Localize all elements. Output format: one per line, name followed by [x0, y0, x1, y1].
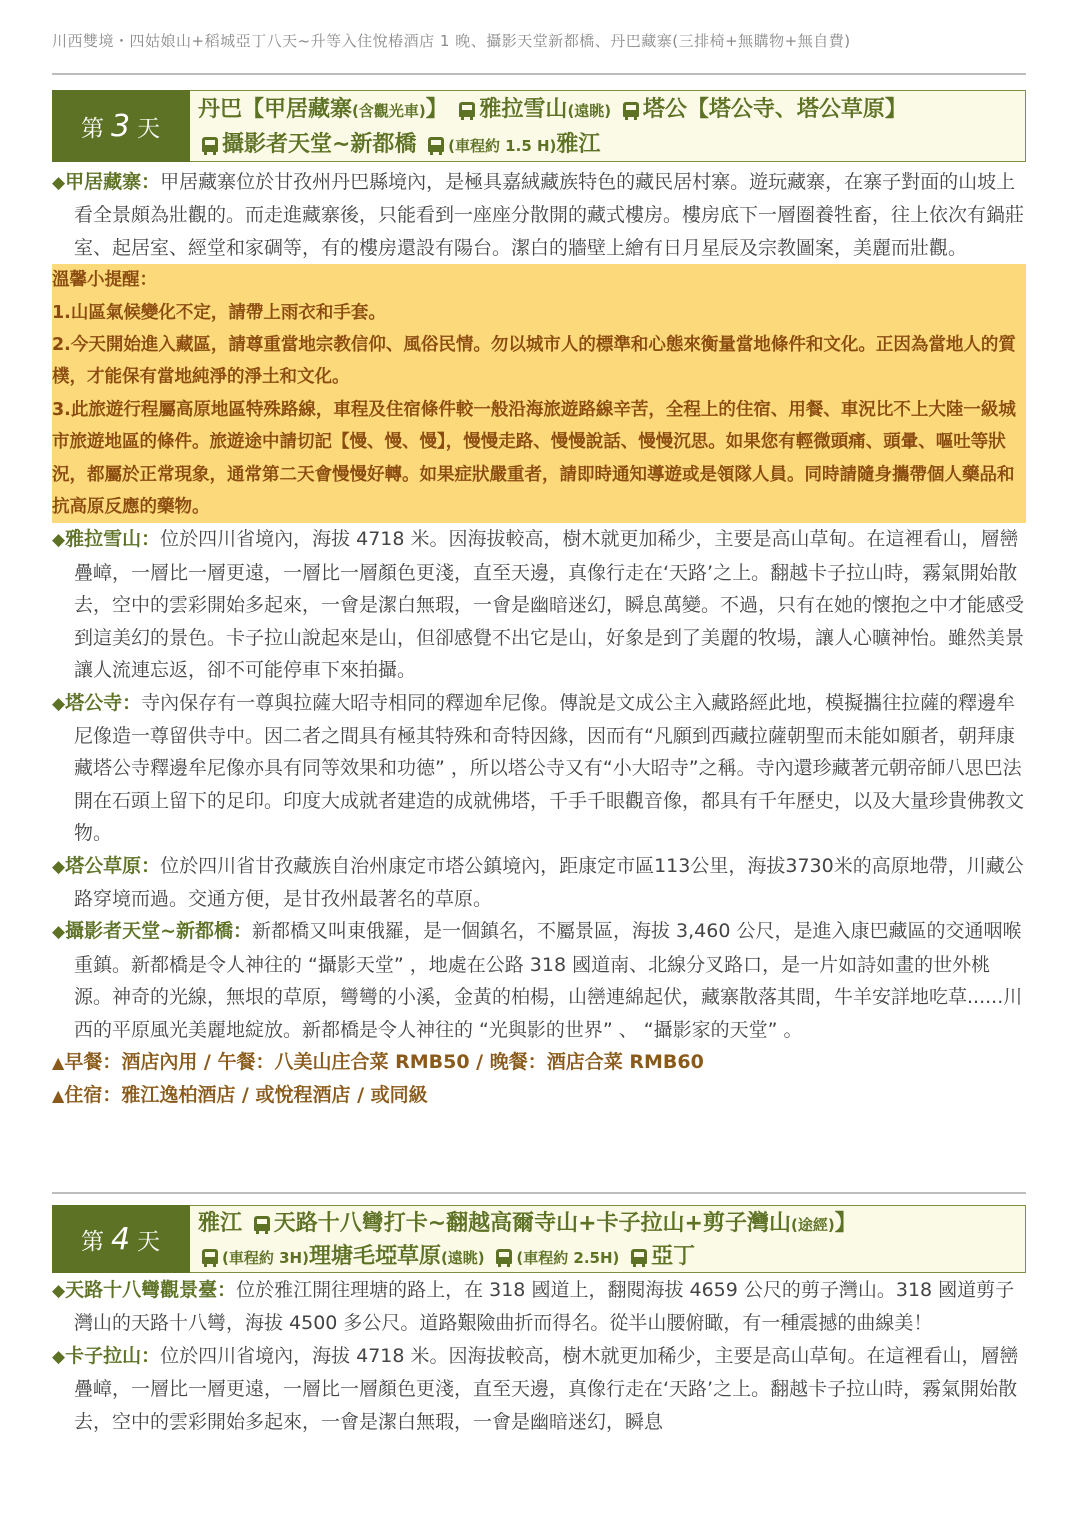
day3-content	[52, 166, 1026, 1113]
bus-icon	[202, 137, 218, 152]
bus-icon	[496, 1249, 512, 1264]
tip-1: 1.山區氣候變化不定，請帶上雨衣和手套。	[52, 297, 1026, 329]
day4-t2-part1-small2: (遠眺)	[440, 1249, 485, 1267]
day4-number: 4	[110, 1221, 132, 1257]
day4-title-box	[52, 1205, 1026, 1273]
section-text: 位於四川省甘孜藏族自治州康定市塔公鎮境內，距康定市區113公里，海拔3730米的高原地帶，川藏公路穿境而過。交通方便，是甘孜州最著名的草原。	[74, 854, 1024, 910]
diamond-bullet-icon: ◆	[52, 1281, 66, 1301]
section-label: 甲居藏寨：	[65, 171, 161, 193]
day4-t2-part1: 理塘毛埡草原	[308, 1244, 441, 1269]
day4-content	[52, 1274, 1026, 1438]
day3-t1-part1: 丹巴【甲居藏寨	[198, 97, 353, 122]
diamond-bullet-icon: ◆	[52, 530, 66, 551]
day3-label	[52, 90, 190, 162]
tips-block	[52, 264, 1026, 523]
tips-title: 溫馨小提醒：	[52, 264, 1026, 296]
day3-t1-part2-small: (遠眺)	[567, 102, 612, 120]
section-text: 甲居藏寨位於甘孜州丹巴縣境內，是極具嘉絨藏族特色的藏民居村寨。遊玩藏寨，在寨子對面的山坡上看全景頗為壯觀的。而走進藏寨後，只能看到一座座分散開的藏式樓房。樓房底下一層圈養牲畜，往上依次有鍋莊室、起居室、經堂和家碉等，有的樓房還設有陽台。潔白的牆壁上繪有日月星辰及宗教圖案，美麗而壯觀。	[74, 171, 1025, 259]
triangle-bullet-icon: ▲	[52, 1086, 65, 1106]
day3-t1-part1-small: (含觀光車)	[352, 102, 426, 120]
bus-icon	[428, 137, 444, 152]
section-text: 位於四川省境內，海拔 4718 米。因海拔較高，樹木就更加稀少，主要是高山草甸。在這裡看山，層巒疊嶂，一層比一層更遠，一層比一層顏色更淺，直至天邊，真像行走在‘天路’之上。翻越卡子拉山時，霧氣開始散去，空中的雲彩開始多起來，一會是潔白無瑕，一會是幽暗迷幻，瞬息	[74, 1344, 1019, 1433]
section-text: 新都橋又叫東俄羅，是一個鎮名，不屬景區，海拔 3,460 公尺，是進入康巴藏區的交通咽喉重鎮。新都橋是令人神往的 “攝影天堂” ，地處在公路 318 國道南、北線分叉路口，是一片如詩如畫的世外桃源。神奇的光線，無垠的草原，彎彎的小溪，金黃的柏楊，山巒連綿起伏，藏寨散落其間，牛羊安詳地吃草......川西的平原風光美麗地綻放。新都橋是令人神往的 “光與影的世界” 、 “攝影家的天堂” 。	[74, 920, 1023, 1041]
bus-icon	[631, 1249, 647, 1264]
day3-t1-part3: 塔公【塔公寺、塔公草原】	[642, 97, 907, 122]
section-kazila	[52, 1340, 1026, 1438]
day4-t1-part1: 雅江	[198, 1211, 243, 1236]
day3-t1-part1-end: 】	[425, 97, 448, 122]
day3-meals	[52, 1046, 1026, 1079]
section-yala	[52, 523, 1026, 686]
day4-t2-part1-small: (車程約 3H)	[222, 1249, 309, 1267]
diamond-bullet-icon: ◆	[52, 173, 66, 193]
day4-prefix: 第	[80, 1228, 105, 1255]
section-text: 寺內保存有一尊與拉薩大昭寺相同的釋迦牟尼像。傳說是文成公主入藏路經此地，模擬攜往拉薩的釋邊牟尼像造一尊留供寺中。因二者之間具有極其特殊和奇特因緣，因而有“凡願到西藏拉薩朝聖而未能如願者，朝拜康藏塔公寺釋邊牟尼像亦具有同等效果和功德” ，所以塔公寺又有“小大昭寺”之稱。寺內還珍藏著元朝帝師八思巴法開在石頭上留下的足印。印度大成就者建造的成就佛塔，千手千眼觀音像，都具有千年歷史，以及大量珍貴佛教文物。	[74, 691, 1025, 845]
day4-t2-part2: 亞丁	[651, 1244, 696, 1269]
bus-icon	[254, 1216, 270, 1231]
day4-t1-part2-end: 】	[834, 1211, 857, 1236]
section-text: 位於四川省境內，海拔 4718 米。因海拔較高，樹木就更加稀少，主要是高山草甸。在這裡看山，層巒疊嶂，一層比一層更遠，一層比一層顏色更淺，直至天邊，真像行走在‘天路’之上。翻越卡子拉山時，霧氣開始散去，空中的雲彩開始多起來，一會是潔白無瑕，一會是幽暗迷幻，瞬息萬變。不過，只有在她的懷抱之中才能感受到這美幻的景色。卡子拉山說起來是山，但卻感覺不出它是山，好象是到了美麗的牧場，讓人心曠神怡。雖然美景讓人流連忘返，卻不可能停車下來拍攝。	[74, 528, 1025, 682]
section-label: 塔公草原：	[65, 854, 161, 877]
day3-t2-part2: 雅江	[556, 132, 601, 157]
tip-3: 3.此旅遊行程屬高原地區特殊路線，車程及住宿條件較一般沿海旅遊路線辛苦，全程上的住宿、用餐、車況比不上大陸一級城市旅遊地區的條件。旅遊途中請切記【慢、慢、慢】，慢慢走路、慢慢說話、慢慢沉思。如果您有輕微頭痛、頭暈、嘔吐等狀況，都屬於正常現象，通常第二天會慢慢好轉。如果症狀嚴重者，請即時通知導遊或是領隊人員。同時請隨身攜帶個人藥品和抗高原反應的藥物。	[52, 394, 1026, 524]
day-divider	[52, 1192, 1026, 1194]
day4-title-line2	[198, 1241, 1017, 1274]
day4-itinerary-title	[190, 1205, 1026, 1273]
day3-title-box	[52, 90, 1026, 162]
meals-text: 早餐：酒店內用 / 午餐：八美山庄合菜 RMB50 / 晚餐：酒店合菜 RMB60	[64, 1050, 704, 1073]
section-label: 攝影者天堂~新都橋：	[65, 920, 252, 943]
day4-title-line1	[198, 1208, 1017, 1241]
day4-t1-part2: 天路十八彎打卡~翻越高爾寺山+卡子拉山+剪子灣山	[273, 1211, 791, 1236]
day3-prefix: 第	[80, 115, 105, 142]
diamond-bullet-icon: ◆	[52, 856, 66, 877]
day3-title-line2	[198, 128, 1017, 163]
day4-t1-part2-small: (途經)	[791, 1216, 835, 1234]
section-label: 塔公寺：	[65, 691, 142, 714]
section-xinduqiao	[52, 915, 1026, 1046]
section-label: 天路十八彎觀景臺：	[65, 1279, 237, 1301]
day3-number: 3	[110, 108, 132, 144]
section-tianlu	[52, 1274, 1026, 1340]
lodging-text: 住宿：雅江逸柏酒店 / 或悅程酒店 / 或同級	[64, 1084, 428, 1107]
section-tagong-grassland	[52, 850, 1026, 916]
diamond-bullet-icon: ◆	[52, 1346, 66, 1367]
bus-icon	[459, 102, 475, 117]
day3-t2-part1: 攝影者天堂~新都橋	[222, 132, 417, 157]
section-text: 位於雅江開往理塘的路上，在 318 國道上，翻閱海拔 4659 公尺的剪子灣山。318 國道剪子灣山的天路十八彎，海拔 4500 多公尺。道路艱險曲折而得名。從半山腰俯瞰，有一種震撼的曲線美！	[74, 1279, 1015, 1335]
diamond-bullet-icon: ◆	[52, 693, 66, 714]
page-header: 川西雙境・四姑娘山+稻城亞丁八天~升等入住悅椿酒店 1 晚、攝影天堂新都橋、丹巴藏寨(三排椅+無購物+無自費)	[52, 32, 851, 50]
day3-itinerary-title	[190, 90, 1026, 162]
day4-label	[52, 1205, 190, 1273]
section-label: 雅拉雪山：	[65, 528, 161, 551]
day3-t2-part2-small: (車程約 1.5 H)	[448, 137, 557, 155]
triangle-bullet-icon: ▲	[52, 1052, 65, 1072]
day4-suffix: 天	[137, 1228, 162, 1255]
header-divider	[52, 73, 1026, 75]
section-tagong-temple	[52, 687, 1026, 850]
tip-2: 2.今天開始進入藏區，請尊重當地宗教信仰、風俗民情。勿以城市人的標準和心態來衡量當地條件和文化。正因為當地人的質樸，才能保有當地純淨的淨土和文化。	[52, 329, 1026, 394]
section-label: 卡子拉山：	[65, 1344, 161, 1367]
bus-icon	[202, 1249, 218, 1264]
day3-lodging	[52, 1079, 1026, 1112]
day3-t1-part2: 雅拉雪山	[479, 97, 568, 122]
bus-icon	[623, 102, 639, 117]
diamond-bullet-icon: ◆	[52, 922, 66, 943]
day3-suffix: 天	[137, 115, 162, 142]
day4-t2-part2-small: (車程約 2.5H)	[516, 1249, 620, 1267]
section-jiaju	[52, 166, 1026, 264]
day3-title-line1	[198, 93, 1017, 128]
